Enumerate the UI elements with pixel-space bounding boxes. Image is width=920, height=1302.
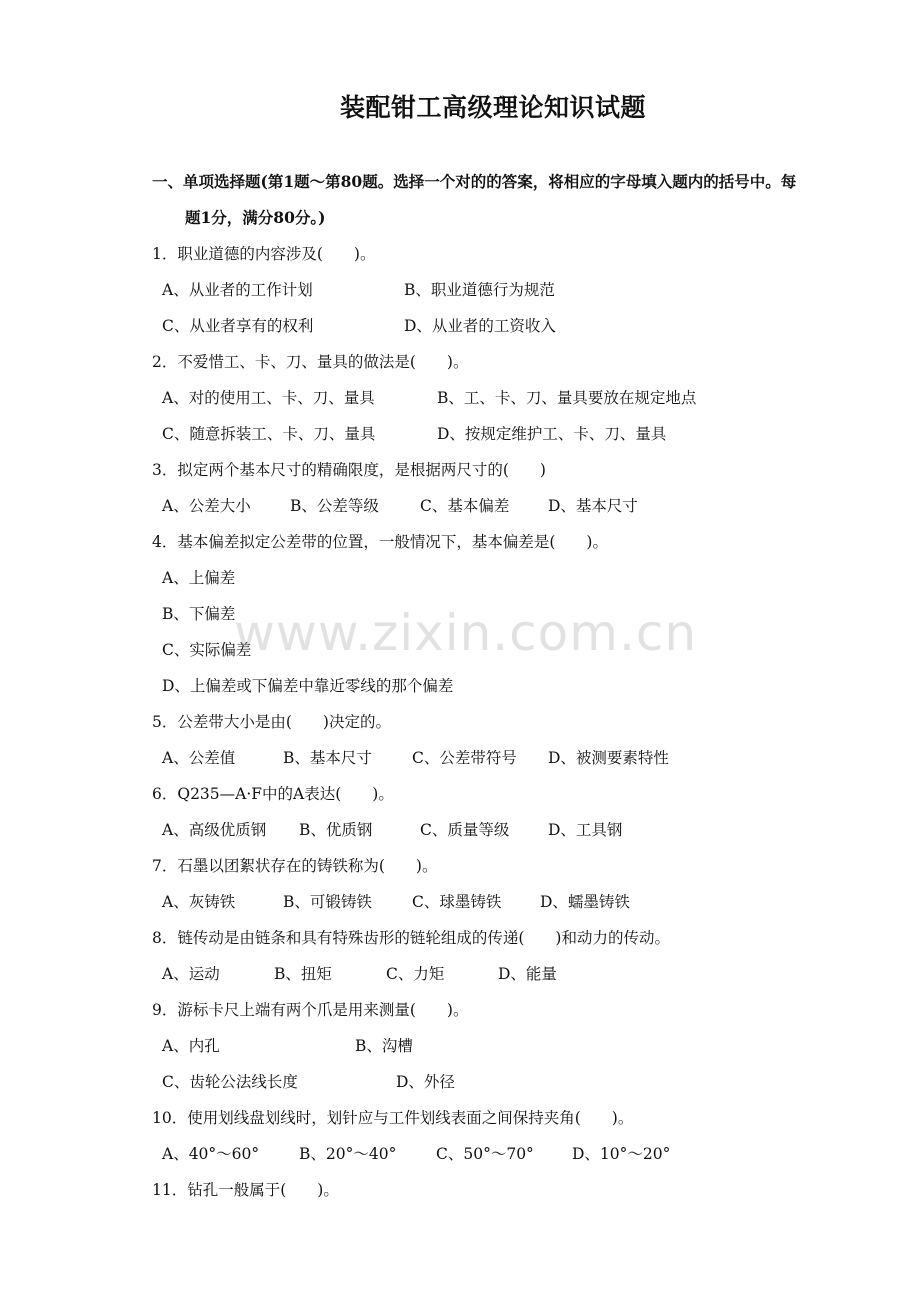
question-4-option-b: B、下偏差 [162,605,236,623]
question-6-option-a: A、高级优质钢 [162,821,267,839]
question-3-option-d: D、基本尺寸 [548,497,638,515]
question-8-option-a: A、运动 [162,965,220,983]
question-5-stem: 5．公差带大小是由( )决定的。 [152,713,391,731]
question-2-option-b: B、工、卡、刀、量具要放在规定地点 [437,389,697,407]
question-5-option-c: C、公差带符号 [412,749,517,767]
question-1-option-b: B、职业道德行为规范 [404,281,555,299]
question-4-stem: 4．基本偏差拟定公差带的位置，一般情况下，基本偏差是( )。 [152,533,608,551]
question-11-stem: 11．钻孔一般属于( )。 [152,1181,339,1199]
question-6-option-d: D、工具钢 [548,821,623,839]
question-10-stem: 10．使用划线盘划线时，划针应与工件划线表面之间保持夹角( )。 [152,1109,634,1127]
question-10-option-d: D、10°～20° [572,1145,671,1163]
question-7-stem: 7．石墨以团絮状存在的铸铁称为( )。 [152,857,438,875]
section-heading [152,170,832,192]
question-5-option-b: B、基本尺寸 [283,749,372,767]
question-3-option-a: A、公差大小 [162,497,251,515]
question-8-option-c: C、力矩 [386,965,445,983]
question-7-option-b: B、可锻铸铁 [283,893,372,911]
question-7-option-a: A、灰铸铁 [162,893,236,911]
question-10-option-c: C、50°～70° [436,1145,534,1163]
question-2-option-d: D、按规定维护工、卡、刀、量具 [437,425,667,443]
question-1-stem: 1．职业道德的内容涉及( )。 [152,245,376,263]
question-1-option-d: D、从业者的工资收入 [404,317,556,335]
question-1-option-a: A、从业者的工作计划 [162,281,313,299]
question-10-option-b: B、20°～40° [299,1145,397,1163]
question-9-option-c: C、齿轮公法线长度 [162,1073,298,1091]
question-7-option-c: C、球墨铸铁 [412,893,502,911]
question-6-option-b: B、优质钢 [299,821,373,839]
question-2-option-a: A、对的使用工、卡、刀、量具 [162,389,375,407]
question-6-option-c: C、质量等级 [420,821,510,839]
question-5-option-d: D、被测要素特性 [548,749,669,767]
section-heading-line1: 一、单项选择题(第1题～第80题。选择一个对的的答案，将相应的字母填入题内的括号中。每 [152,172,797,191]
question-9-option-d: D、外径 [396,1073,455,1091]
question-4-option-d: D、上偏差或下偏差中靠近零线的那个偏差 [162,677,454,695]
question-9-option-a: A、内孔 [162,1037,220,1055]
question-3-stem: 3．拟定两个基本尺寸的精确限度，是根据两尺寸的( ) [152,461,546,479]
question-4-option-c: C、实际偏差 [162,641,252,659]
question-10-option-a: A、40°～60° [162,1145,260,1163]
question-5-option-a: A、公差值 [162,749,236,767]
section-heading-line2: 题1分，满分80分。) [185,208,326,227]
watermark: www.zixin.com.cn [234,604,698,662]
question-9-stem: 9．游标卡尺上端有两个爪是用来测量( )。 [152,1001,469,1019]
question-8-option-d: D、能量 [498,965,557,983]
question-9-option-b: B、沟槽 [355,1037,413,1055]
question-3-option-c: C、基本偏差 [420,497,510,515]
question-2-stem: 2．不爱惜工、卡、刀、量具的做法是( )。 [152,353,469,371]
question-7-option-d: D、蠕墨铸铁 [540,893,630,911]
question-3-option-b: B、公差等级 [290,497,379,515]
question-1-option-c: C、从业者享有的权利 [162,317,314,335]
question-8-stem: 8．链传动是由链条和具有特殊齿形的链轮组成的传递( )和动力的传动。 [152,929,670,947]
question-4-option-a: A、上偏差 [162,569,236,587]
document-title: 装配钳工高级理论知识试题 [339,93,646,122]
question-8-option-b: B、扭矩 [274,965,332,983]
question-6-stem: 6．Q235—A·F中的A表达( )。 [152,785,394,803]
question-2-option-c: C、随意拆装工、卡、刀、量具 [162,425,376,443]
